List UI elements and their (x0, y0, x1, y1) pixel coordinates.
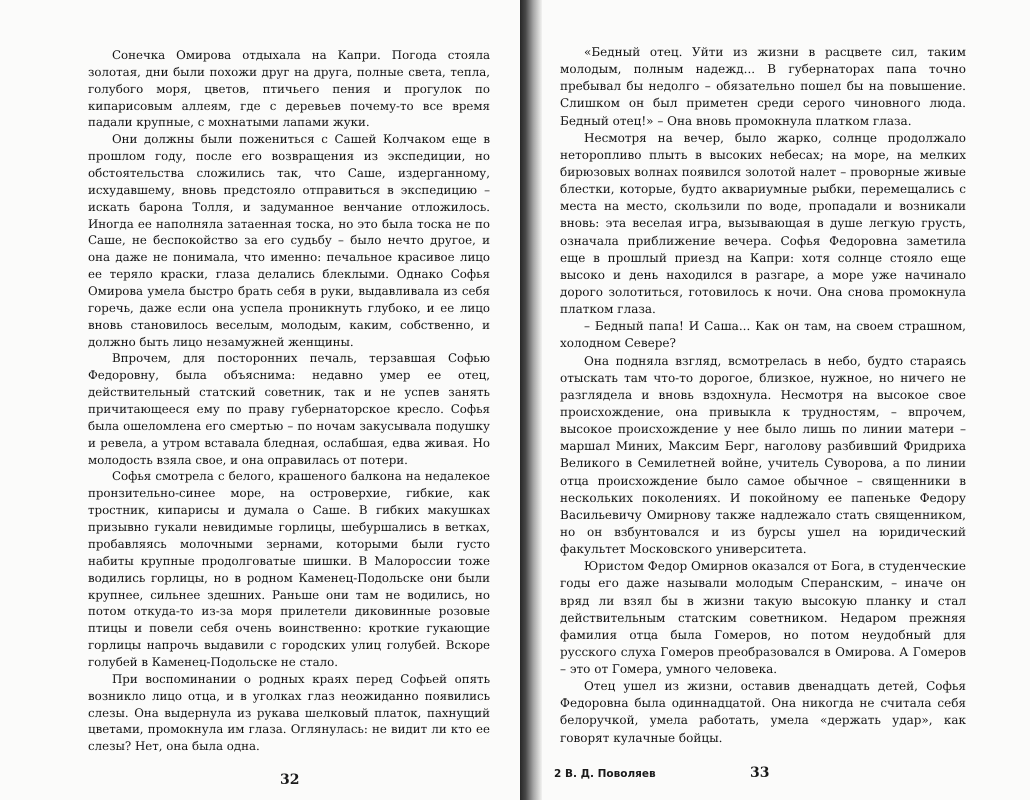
right-page-text (560, 44, 966, 747)
paragraph: Она подняла взгляд, всмотрелась в небо, будто стараясь отыскать там что-то дорогое, близкое, нужное, но ничего не разглядела и вновь вздохнула. Несмотря на высокое свое происхождение, она привыкла к трудностям, – впрочем, высокое происхождение у нее было лишь по линии матери – маршал Миних, Максим Берг, наголову разбивший Фридриха Великого в Семилетней войне, учитель Суворова, а по линии отца происхождение было самое обычное – священники в нескольких поколениях. И покойному ее папеньке Федору Васильевичу Омирнову также надлежало стать священником, но он взбунтовался и из бурсы ушел на юридический факультет Московского университета. (560, 353, 966, 557)
paragraph: – Бедный папа! И Саша... Как он там, на своем страшном, холодном Севере? (560, 319, 966, 351)
paragraph: Отец ушел из жизни, оставив двенадцать детей, Софья Федоровна была одиннадцатой. Она никогда не считала себя белоручкой, умела работать, умела «держать удар», как говорят кулачные бойцы. (560, 679, 966, 745)
paragraph: При воспоминании о родных краях перед Софьей опять возникло лицо отца, и в уголках глаз неожиданно появились слезы. Она выдернула из рукава шелковый платок, пахнущий цветами, промокнула им глаза. Оглянулась: не видит ли кто ее слезы? Нет, она была одна. (88, 671, 490, 754)
paragraph: Софья смотрела с белого, крашеного балкона на недалекое пронзительно-синее море, на островерхие, гибкие, как тростник, кипарисы и думала о Саше. В гибких макушках призывно гукали невидимые горлицы, шебуршались в ветках, пробавляясь молочными зернами, которыми были густо набиты крупные продолговатые шишки. В Малороссии тоже водились горлицы, но в родном Каменец-Подольске они были крупнее, сильнее здешних. Раньше они там не водились, но потом откуда-то из-за моря прилетели диковинные розовые птицы и повели себя очень воинственно: кроткие гукающие горлицы напрочь выдавили с городских улиц голубей. Вскоре голубей в Каменец-Подольске не стало. (88, 469, 490, 669)
page-number: 33 (750, 765, 770, 781)
paragraph: Юристом Федор Омирнов оказался от Бога, в студенческие годы его даже называли молодым Сперанским, – иначе он вряд ли взял бы в жизни такую высокую планку и стал действительным статским советником. Недаром прежняя фамилия отца была Гомеров, но потом неудобный для русского слуха Гомеров преобразовался в Омирова. А Гомеров – это от Гомера, умного человека. (560, 559, 966, 677)
paragraph: Впрочем, для посторонних печаль, терзавшая Софью Федоровну, была объяснима: недавно умер ее отец, действительный статский советник, так и не успев занять причитающееся ему по праву губернаторское кресло. Софья была ошеломлена его смертью – по ночам закусывала подушку и ревела, а утром вставала бледная, ослабшая, едва живая. Но молодость взяла свое, и она оправилась от потери. (88, 351, 490, 467)
page-number: 32 (280, 772, 300, 788)
paragraph: Несмотря на вечер, было жарко, солнце продолжало неторопливо плыть в высоких небесах; на море, на мелких бирюзовых волнах появился золотой налет – проворные живые блестки, которые, будто аквариумные рыбки, перемещались с места на место, скользили по воде, пропадали и возникали вновь: эта веселая игра, вызывающая в душе легкую грусть, означала приближение вечера. Софья Федоровна заметила еще в прошлый приезд на Капри: хотя солнце стояло еще высоко и день находился в разгаре, а море уже начинало дорого золотиться, готовилось к ночи. Она снова промокнула платком глаза. (560, 130, 966, 317)
paragraph: Они должны были пожениться с Сашей Колчаком еще в прошлом году, после его возвращения из экспедиции, но обстоятельства сложились так, что Саше, издерганному, исхудавшему, вновь предстояло отправиться в экспедицию – искать барона Толля, и задуманное венчание отложилось. Иногда ее наполняла затаенная тоска, но это была тоска не по Саше, не беспокойство за его судьбу – было нечто другое, и она даже не понимала, что именно: печальное красивое лицо ее теряло краски, глаза делались блеклыми. Однако Софья Омирова умела быстро брать себя в руки, выдавливала из себя горечь, даже если она успела проникнуть глубоко, и ее лицо вновь становилось веселым, молодым, каким, собственно, и должно быть лицо незамужней женщины. (88, 132, 490, 349)
book-gutter-shadow (520, 0, 542, 800)
printer-signature-mark: 2 В. Д. Поволяев (554, 768, 656, 780)
paragraph: «Бедный отец. Уйти из жизни в расцвете сил, таким молодым, полным надежд... В губернаторах папа точно пребывал бы недолго – обязательно пошел бы на повышение. Слишком он был приметен среди серого чиновного люда. Бедный отец!» – Она вновь промокнула платком глаза. (560, 45, 966, 128)
paragraph: Сонечка Омирова отдыхала на Капри. Погода стояла золотая, дни были похожи друг на друга, полные света, тепла, голубого моря, цветов, птичьего пения и прогулок по кипарисовым аллеям, где с деревьев почему-то все время падали крупные, с мохнатыми лапами жуки. (88, 48, 490, 130)
right-page (520, 0, 1030, 800)
left-page-text (88, 47, 490, 755)
